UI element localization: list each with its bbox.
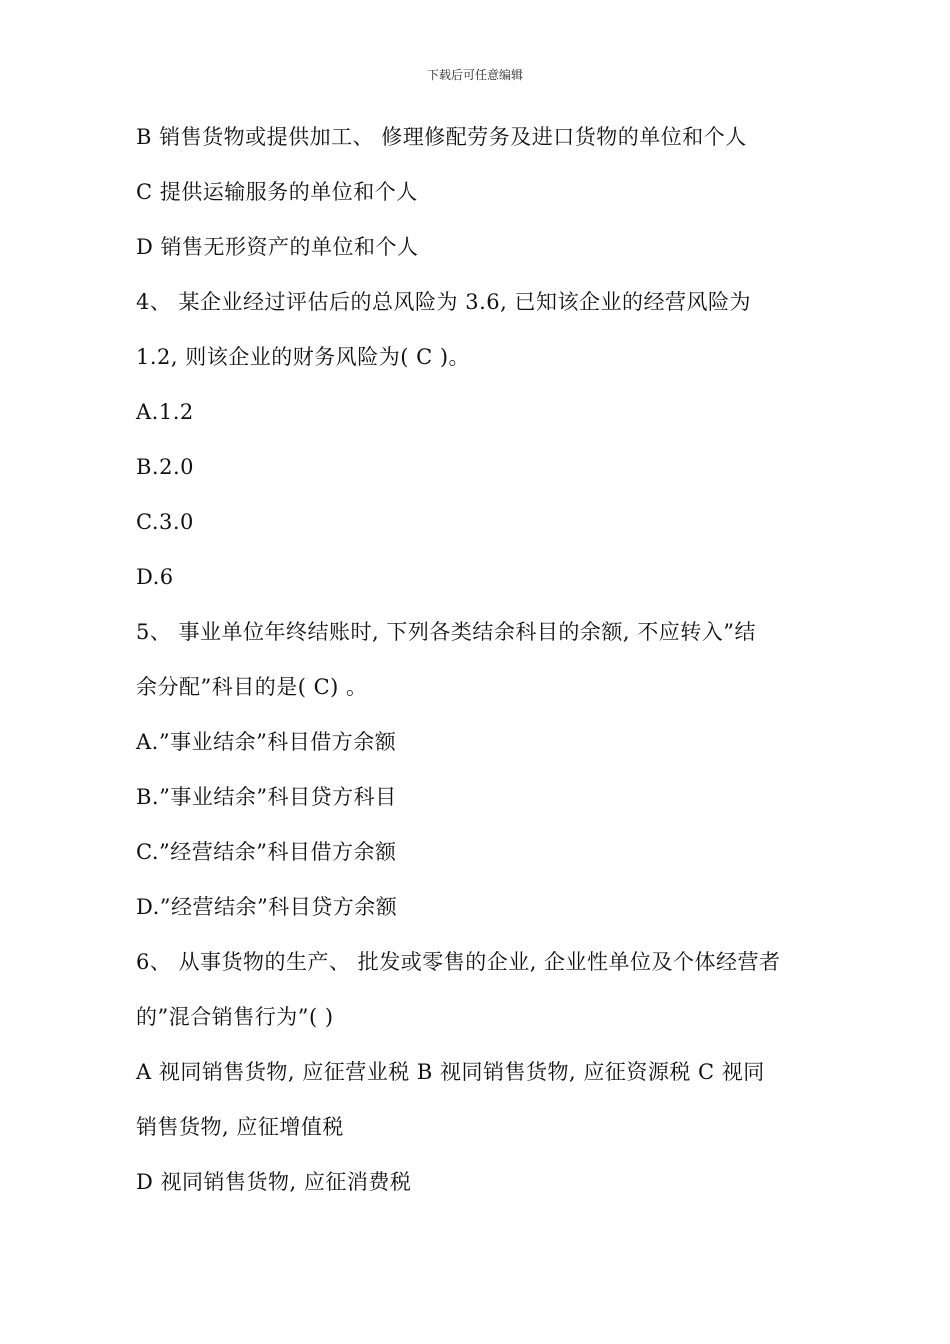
option-c-q4: C.3.0: [136, 510, 194, 534]
option-b-q3: B 销售货物或提供加工、 修理修配劳务及进口货物的单位和个人: [136, 125, 747, 149]
option-d-q4: D.6: [136, 565, 174, 589]
question-5-line-2: 余分配”科目的是( C) 。: [136, 675, 368, 699]
options-abc-q6-line-1: A 视同销售货物, 应征营业税 B 视同销售货物, 应征资源税 C 视同: [136, 1060, 765, 1084]
page-header: 下载后可任意编辑: [426, 68, 523, 82]
options-abc-q6-line-2: 销售货物, 应征增值税: [136, 1115, 344, 1139]
option-c-q5: C.”经营结余”科目借方余额: [136, 840, 397, 864]
question-4-line-2: 1.2, 则该企业的财务风险为( C )。: [136, 345, 471, 369]
question-4-line-1: 4、 某企业经过评估后的总风险为 3.6, 已知该企业的经营风险为: [136, 290, 751, 314]
question-5-line-1: 5、 事业单位年终结账时, 下列各类结余科目的余额, 不应转入”结: [136, 620, 756, 644]
question-6-line-1: 6、 从事货物的生产、 批发或零售的企业, 企业性单位及个体经营者: [136, 950, 781, 974]
option-a-q4: A.1.2: [136, 400, 194, 424]
question-6-line-2: 的”混合销售行为”( ): [136, 1005, 334, 1029]
option-d-q3: D 销售无形资产的单位和个人: [136, 235, 419, 259]
document-body: [136, 110, 846, 1210]
option-d-q6: D 视同销售货物, 应征消费税: [136, 1170, 412, 1194]
option-b-q5: B.”事业结余”科目贷方科目: [136, 785, 397, 809]
option-c-q3: C 提供运输服务的单位和个人: [136, 180, 418, 204]
option-d-q5: D.”经营结余”科目贷方余额: [136, 895, 398, 919]
option-b-q4: B.2.0: [136, 455, 195, 479]
option-a-q5: A.”事业结余”科目借方余额: [136, 730, 397, 754]
